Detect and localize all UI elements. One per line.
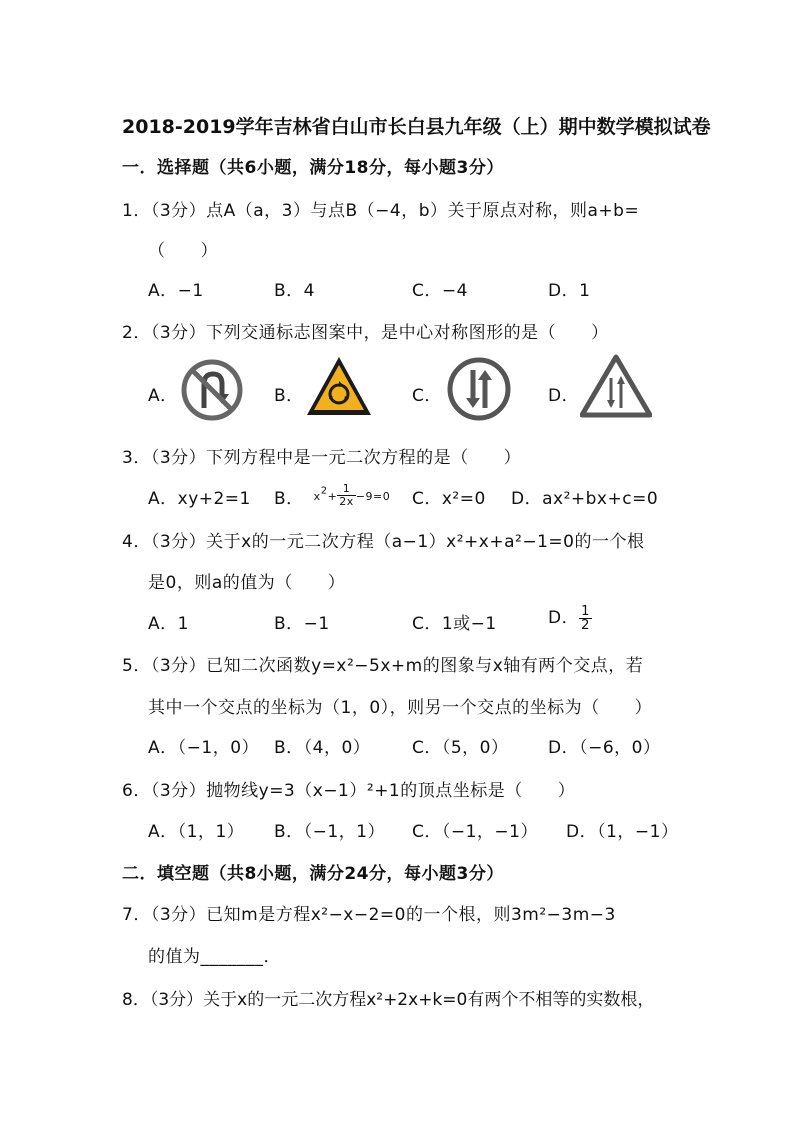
fraction-numerator: 1 [581,603,590,619]
section-heading-fill-in: 二．填空题（共8小题，满分24分，每小题3分） [122,864,504,884]
two-way-arrows-circle-sign-icon [446,356,512,422]
question-6-option-b: B．（−1，1） [274,822,386,842]
question-7-stem: 7．（3分）已知m是方程x²−x−2=0的一个根，则3m²−3m−3 [122,905,616,925]
question-1-option-b: B．4 [274,281,315,301]
question-3-option-c: C．x²=0 [412,489,486,509]
question-3-option-a: A．xy+2=1 [148,489,251,509]
question-1-answer-blank: （ ） [148,241,218,261]
two-way-traffic-warning-sign-icon [580,354,652,418]
question-3-option-b-rest: −9=0 [355,490,391,503]
question-2-option-c: C． [412,386,442,406]
fraction-numerator: 1 [337,483,356,496]
question-5-stem-continued: 其中一个交点的坐标为（1，0），则另一个交点的坐标为（ ） [148,698,653,718]
no-u-turn-sign-icon [180,358,244,422]
section-heading-choice: 一．选择题（共6小题，满分18分，每小题3分） [122,158,504,178]
question-4-option-c: C．1或−1 [412,614,497,634]
question-4-option-d-fraction [579,605,592,632]
question-3-option-b-exponent: 2 [320,485,328,497]
fraction-denominator: 2 [581,617,590,633]
question-4-option-d-label: D． [548,608,580,628]
question-2-option-a: A． [148,386,178,406]
question-8-stem: 8．（3分）关于x的一元二次方程x²+2x+k=0有两个不相等的实数根， [122,990,655,1010]
question-4-stem: 4．（3分）关于x的一元二次方程（a−1）x²+x+a²−1=0的一个根 [122,532,645,552]
question-1-stem: 1．（3分）点A（a，3）与点B（−4，b）关于原点对称，则a+b= [122,201,640,221]
question-2-option-b: B． [274,386,304,406]
question-6-stem: 6．（3分）抛物线y=3（x−1）²+1的顶点坐标是（ ） [122,781,576,801]
fraction-denominator: 2x [339,494,354,508]
question-6-option-c: C．（−1，−1） [412,822,538,842]
question-5-option-d: D．（−6，0） [548,738,661,758]
page-title: 2018-2019学年吉林省白山市长白县九年级（上）期中数学模拟试卷 [122,116,711,138]
question-3-option-b [274,480,390,508]
question-3-option-b-fraction [337,483,356,508]
question-6-option-a: A．（1，1） [148,822,245,842]
question-3-option-d: D．ax²+bx+c=0 [511,489,659,509]
question-5-option-b: B．（4，0） [274,738,371,758]
question-4-stem-continued: 是0，则a的值为（ ） [148,573,346,593]
question-6-option-d: D．（1，−1） [566,822,679,842]
question-3-option-b-x: x [313,490,321,503]
question-1-option-d: D．1 [548,281,591,301]
question-4-option-b: B．−1 [274,614,330,634]
question-5-option-c: C．（5，0） [412,738,509,758]
question-7-stem-continued: 的值为_______． [148,947,281,967]
question-4-option-d [548,603,592,632]
question-1-option-c: C．−4 [412,281,468,301]
question-4-option-a: A．1 [148,614,189,634]
question-1-option-a: A．−1 [148,281,204,301]
question-3-option-b-label: B． [274,489,304,509]
question-2-option-d: D． [548,386,580,406]
question-5-stem: 5．（3分）已知二次函数y=x²−5x+m的图象与x轴有两个交点，若 [122,656,644,676]
question-5-option-a: A．（−1，0） [148,738,260,758]
question-2-stem: 2．（3分）下列交通标志图案中，是中心对称图形的是（ ） [122,323,609,343]
question-3-option-b-plus: + [327,490,338,503]
roundabout-warning-sign-icon [305,354,373,418]
question-3-stem: 3．（3分）下列方程中是一元二次方程的是（ ） [122,448,522,468]
